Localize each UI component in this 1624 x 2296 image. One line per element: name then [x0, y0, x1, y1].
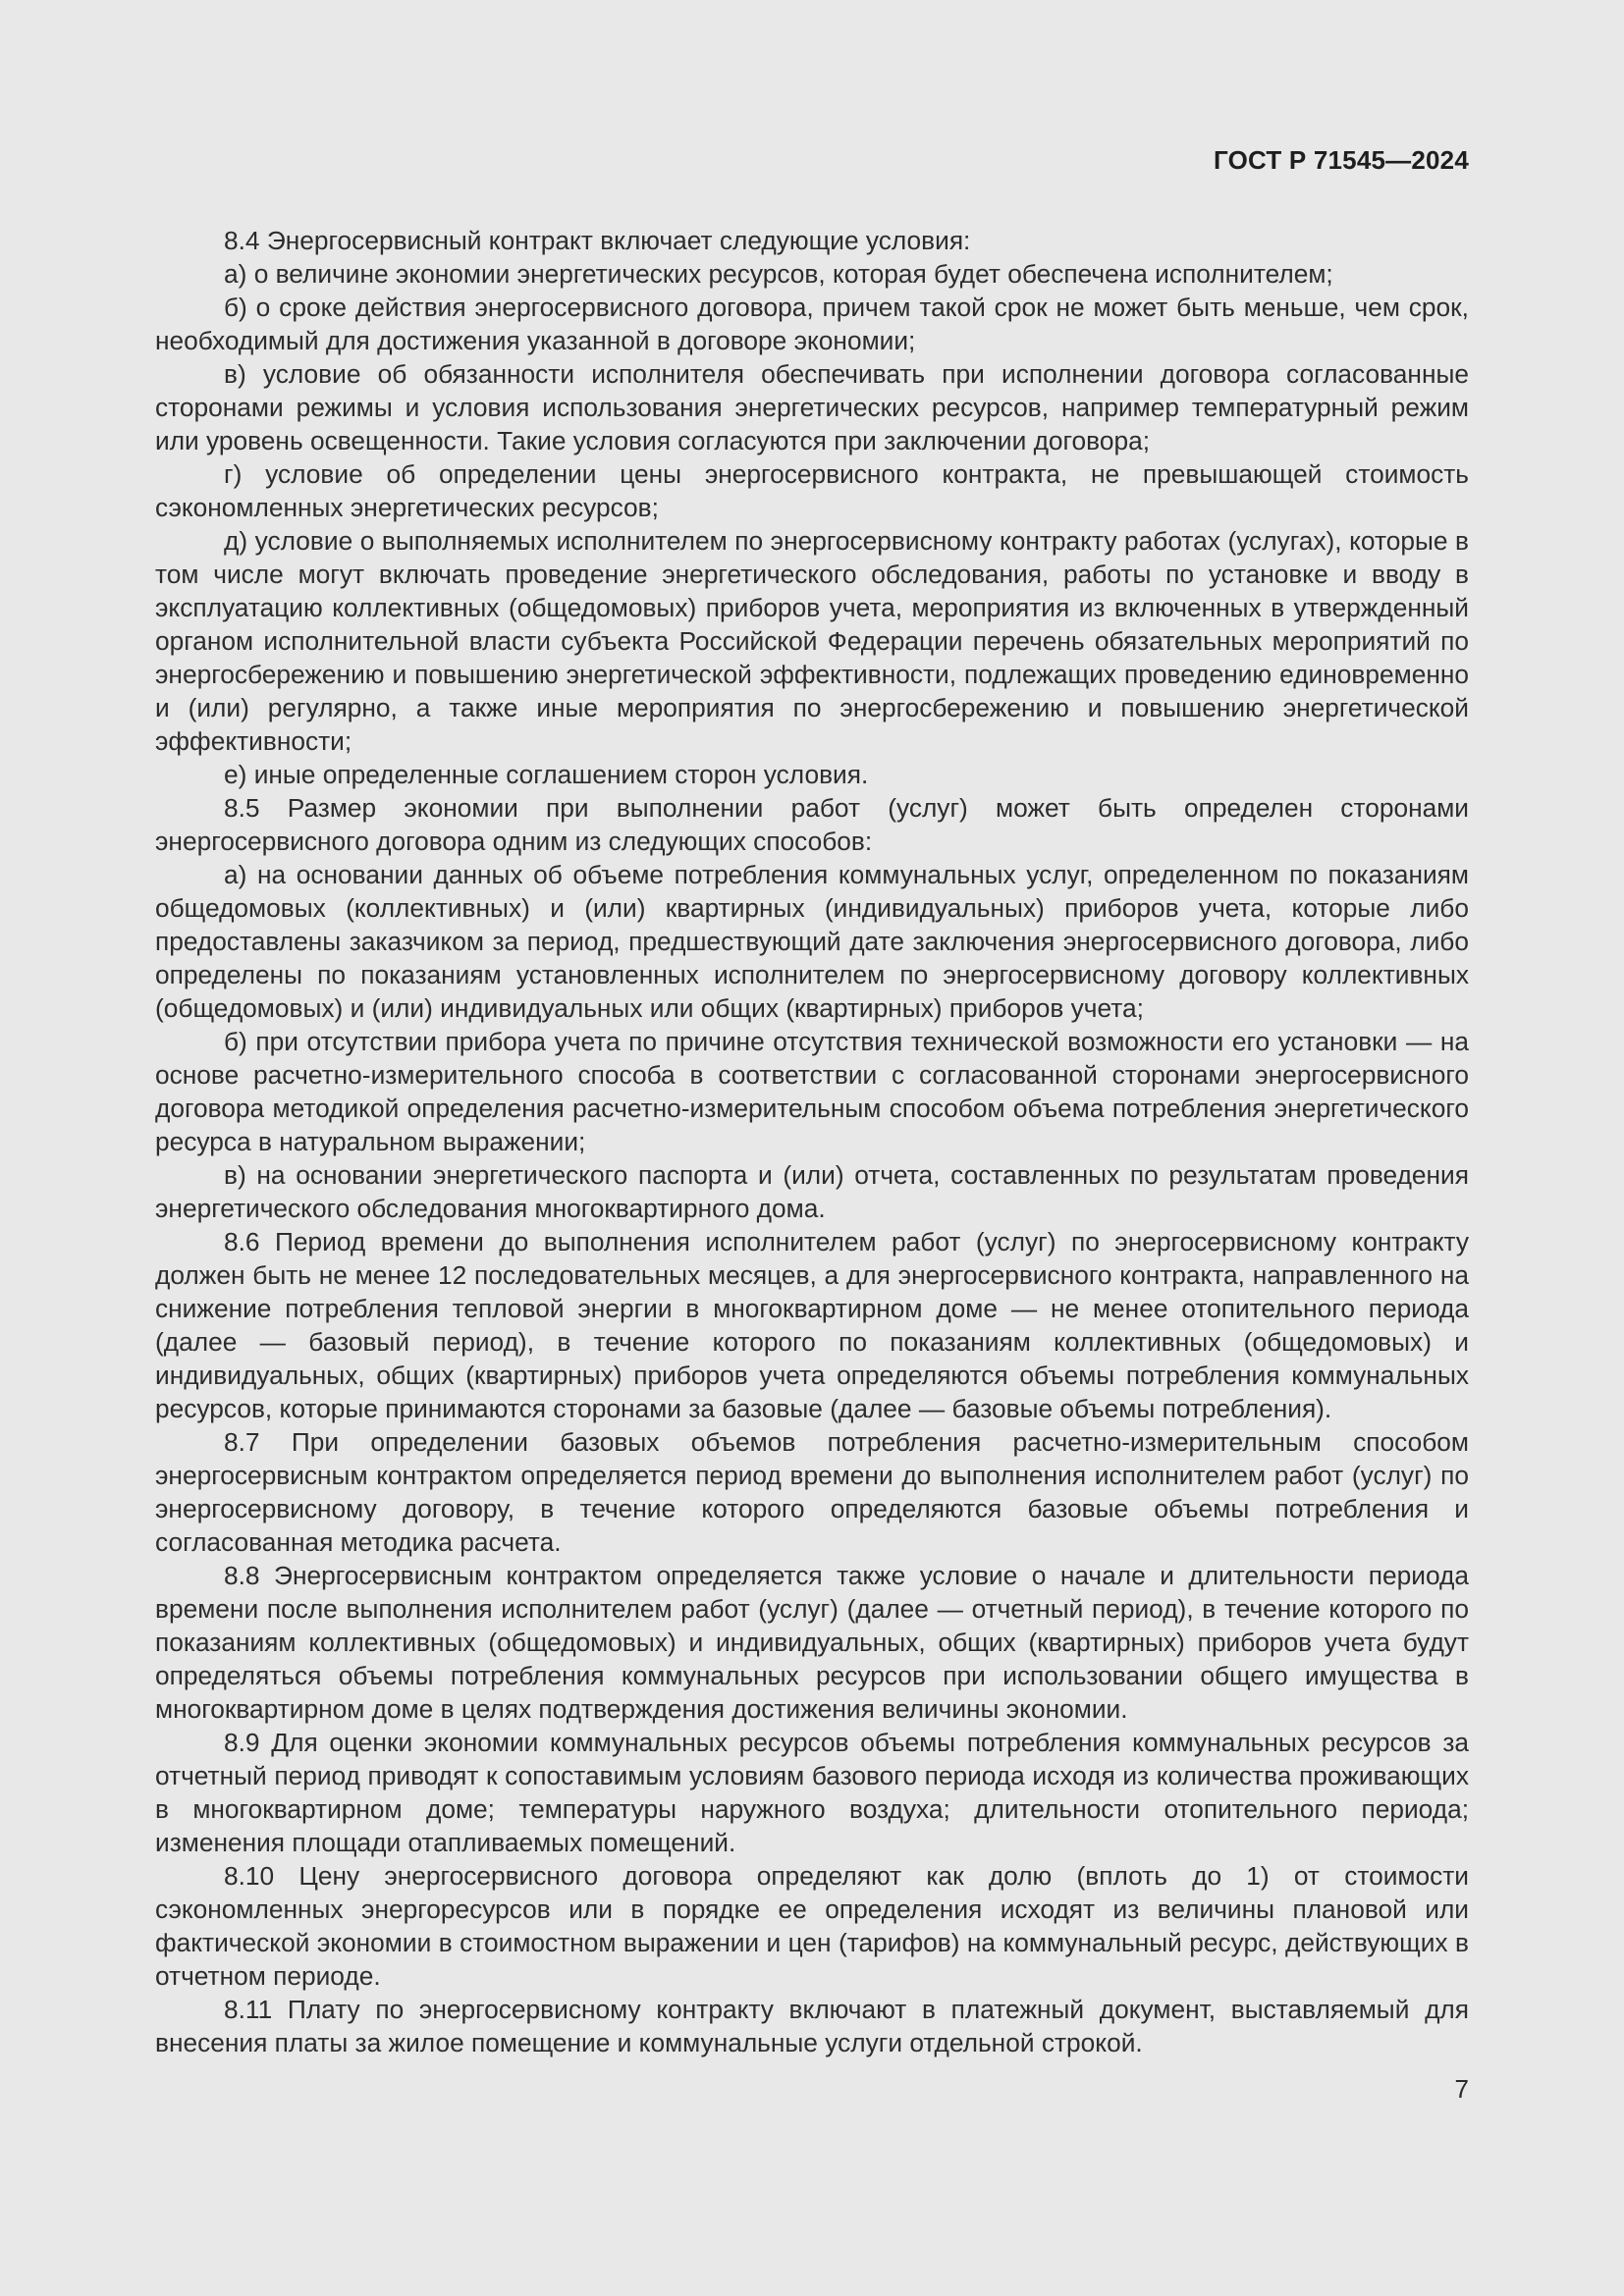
- clause-8-5-v: в) на основании энергетического паспорта и (или) отчета, составленных по результатам проведения энергетического обследования многоквартирного дома.: [155, 1160, 1469, 1223]
- clause-8-5-b: б) при отсутствии прибора учета по причине отсутствия технической возможности его установки — на основе расчетно-измерительного способа в соответствии с согласованной сторонами энергосервисного договора методикой определения расчетно-измерительным способом объема потребления энергетического ресурса в натуральном выражении;: [155, 1027, 1469, 1156]
- document-header: ГОСТ Р 71545—2024: [1214, 145, 1469, 175]
- clause-8-10: 8.10 Цену энергосервисного договора определяют как долю (вплоть до 1) от стоимости сэкономленных энергоресурсов или в порядке ее определения исходят из величины плановой или фактической экономии в стоимостном выражении и цен (тарифов) на коммунальный ресурс, действующих в отчетном периоде.: [155, 1861, 1469, 1991]
- clause-8-4-a: а) о величине экономии энергетических ресурсов, которая будет обеспечена исполнителем;: [224, 259, 1333, 289]
- clause-8-8: 8.8 Энергосервисным контрактом определяется также условие о начале и длительности периода времени после выполнения исполнителем работ (услуг) (далее — отчетный период), в течение которого по показаниям коллективных (общедомовых) и индивидуальных, общих (квартирных) приборов учета будут определяться объемы потребления коммунальных ресурсов при использовании общего имущества в многоквартирном доме в целях подтверждения достижения величины экономии.: [155, 1561, 1469, 1724]
- clause-8-7: 8.7 При определении базовых объемов потребления расчетно-измерительным способом энергосервисным контрактом определяется период времени до выполнения исполнителем работ (услуг) по энергосервисному договору, в течение которого определяются базовые объемы потребления и согласованная методика расчета.: [155, 1427, 1469, 1557]
- clause-8-6: 8.6 Период времени до выполнения исполнителем работ (услуг) по энергосервисному контракту должен быть не менее 12 последовательных месяцев, а для энергосервисного контракта, направленного на снижение потребления тепловой энергии в многоквартирном доме — не менее отопительного периода (далее — базовый период), в течение которого по показаниям коллективных (общедомовых) и индивидуальных, общих (квартирных) приборов учета определяются объемы потребления коммунальных ресурсов, которые принимаются сторонами за базовые (далее — базовые объемы потребления).: [155, 1227, 1469, 1423]
- clause-8-4-e: е) иные определенные соглашением сторон условия.: [224, 760, 869, 789]
- clause-8-4-g: г) условие об определении цены энергосервисного контракта, не превышающей стоимость сэкономленных энергетических ресурсов;: [155, 459, 1469, 522]
- clause-8-9: 8.9 Для оценки экономии коммунальных ресурсов объемы потребления коммунальных ресурсов за отчетный период приводят к сопоставимым условиям базового периода исходя из количества проживающих в многоквартирном доме; температуры наружного воздуха; длительности отопительного периода; изменения площади отапливаемых помещений.: [155, 1728, 1469, 1857]
- clause-8-5: 8.5 Размер экономии при выполнении работ (услуг) может быть определен сторонами энергосервисного договора одним из следующих способов:: [155, 793, 1469, 856]
- page-number: 7: [1454, 2074, 1469, 2104]
- clause-8-4-v: в) условие об обязанности исполнителя обеспечивать при исполнении договора согласованные сторонами режимы и условия использования энергетических ресурсов, например температурный режим или уровень освещенности. Такие условия согласуются при заключении договора;: [155, 359, 1469, 455]
- clause-8-11: 8.11 Плату по энергосервисному контракту включают в платежный документ, выставляемый для внесения платы за жилое помещение и коммунальные услуги отдельной строкой.: [155, 1995, 1469, 2057]
- document-body: [155, 224, 1469, 2059]
- clause-8-4: 8.4 Энергосервисный контракт включает следующие условия:: [224, 226, 971, 255]
- clause-8-4-d: д) условие о выполняемых исполнителем по энергосервисному контракту работах (услугах), которые в том числе могут включать проведение энергетического обследования, работы по установке и вводу в эксплуатацию коллективных (общедомовых) приборов учета, мероприятия из включенных в утвержденный органом исполнительной власти субъекта Российской Федерации перечень обязательных мероприятий по энергосбережению и повышению энергетической эффективности, подлежащих проведению единовременно и (или) регулярно, а также иные мероприятия по энергосбережению и повышению энергетической эффективности;: [155, 526, 1469, 756]
- clause-8-5-a: а) на основании данных об объеме потребления коммунальных услуг, определенном по показаниям общедомовых (коллективных) и (или) квартирных (индивидуальных) приборов учета, которые либо предоставлены заказчиком за период, предшествующий дате заключения энергосервисного договора, либо определены по показаниям установленных исполнителем по энергосервисному договору коллективных (общедомовых) и (или) индивидуальных или общих (квартирных) приборов учета;: [155, 860, 1469, 1023]
- clause-8-4-b: б) о сроке действия энергосервисного договора, причем такой срок не может быть меньше, чем срок, необходимый для достижения указанной в договоре экономии;: [155, 293, 1469, 355]
